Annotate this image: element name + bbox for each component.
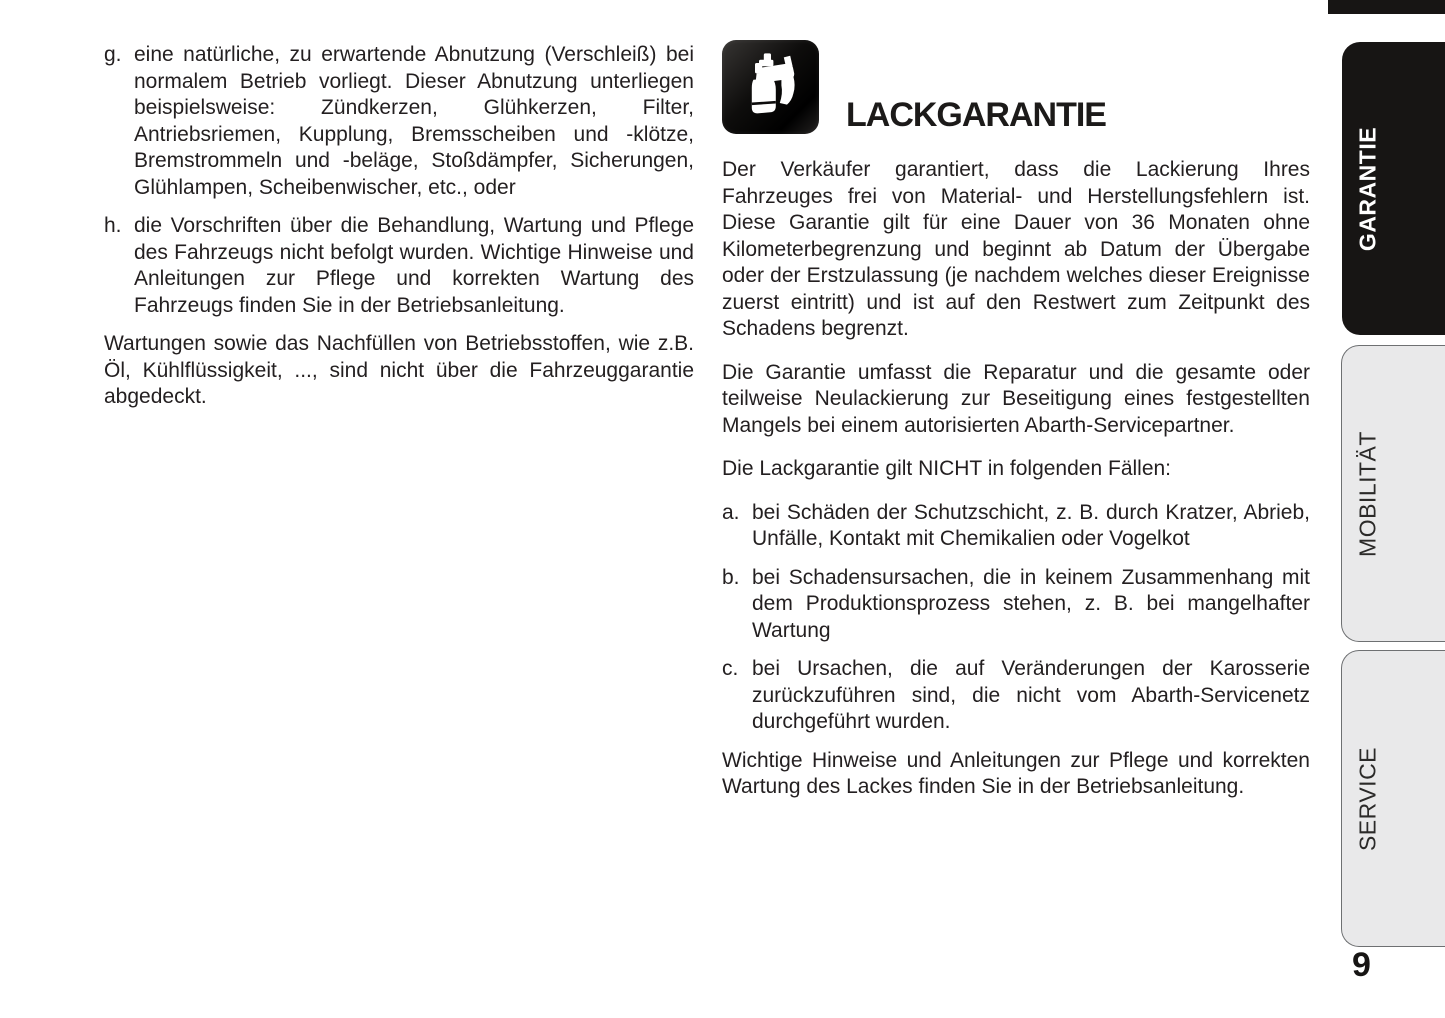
left-column <box>104 42 694 428</box>
exclusion-item-b <box>722 565 1310 645</box>
clause-text: bei Schadensursachen, die in keinem Zusammenhang mit dem Produktionsprozess stehen, z. B. bei mangelhafter Wartung <box>752 565 1310 642</box>
note-paragraph: Wartungen sowie das Nachfüllen von Betriebsstoffen, wie z.B. Öl, Kühlflüssigkeit, ..., sind nicht über die Fahrzeuggarantie abgedeckt. <box>104 332 694 408</box>
paragraph-warranty-terms: Der Verkäufer garantiert, dass die Lackierung Ihres Fahrzeuges frei von Material- und Herstellungsfehlern ist. Diese Garantie gilt für eine Dauer von 36 Monaten ohne Kilometerbegrenzung und beginnt ab Datum der Übergabe oder der Erstzulassung (je nachdem welches dieser Ereignisse zuerst eintritt) und ist auf den Restwert zum Zeitpunkt des Schadens begrenzt. <box>722 158 1310 340</box>
clause-marker: g. <box>104 43 122 66</box>
section-title: LACKGARANTIE <box>846 95 1106 134</box>
clause-marker: a. <box>722 500 740 524</box>
closing-paragraph: Wichtige Hinweise und Anleitungen zur Pflege und korrekten Wartung des Lackes finden Sie in der Betriebsanleitung. <box>722 748 1310 798</box>
tab-label: MOBILITÄT <box>1354 430 1381 557</box>
list-intro: Die Lackgarantie gilt NICHT in folgenden Fällen: <box>722 457 1172 480</box>
clause-text: eine natürliche, zu erwartende Abnutzung (Verschleiß) bei normalem Betrieb vorliegt. Dieser Abnutzung unterliegen beispielsweise: Zündkerzen, Glühkerzen, Filter, Antriebsriemen, Kupplung, Bremsscheiben und -klötze, Bremstrommeln und -beläge, Stoßdämpfer, Sicherungen, Glühlampen, Scheibenwischer, etc., oder <box>134 43 694 199</box>
clause-text: bei Ursachen, die auf Veränderungen der Karosserie zurückzuführen sind, die nicht vom Abarth-Servicenetz durchgeführt wurden. <box>752 657 1310 733</box>
tab-label: SERVICE <box>1354 746 1381 851</box>
tab-garantie <box>1342 42 1445 335</box>
clause-item-h <box>104 213 694 319</box>
clause-marker: c. <box>722 657 739 680</box>
header-band <box>1328 0 1445 14</box>
lackgarantie-section <box>722 40 1310 818</box>
spray-gun-icon <box>722 40 819 134</box>
page-number: 9 <box>1352 946 1371 984</box>
exclusion-item-c <box>722 656 1310 736</box>
clause-text: die Vorschriften über die Behandlung, Wartung und Pflege des Fahrzeugs nicht befolgt wurden. Wichtige Hinweise und Anleitungen zur Pflege und korrekten Wartung des Fahrzeugs finden Sie in der Betriebsanleitung. <box>134 214 694 317</box>
clause-text: bei Schäden der Schutzschicht, z. B. durch Kratzer, Abrieb, Unfälle, Kontakt mit Chemikalien oder Vogelkot <box>752 500 1310 550</box>
exclusion-item-a <box>722 500 1310 553</box>
clause-marker: h. <box>104 214 122 237</box>
clause-item-g <box>104 42 694 201</box>
tab-label: GARANTIE <box>1354 126 1381 251</box>
tab-mobilitaet <box>1341 345 1445 642</box>
tab-service <box>1341 650 1445 947</box>
clause-marker: b. <box>722 565 740 589</box>
paragraph-warranty-scope: Die Garantie umfasst die Reparatur und die gesamte oder teilweise Neulackierung zur Beseitigung eines festgestellten Mangels bei einem autorisierten Abarth-Servicepartner. <box>722 360 1310 437</box>
section-header <box>722 40 1310 134</box>
